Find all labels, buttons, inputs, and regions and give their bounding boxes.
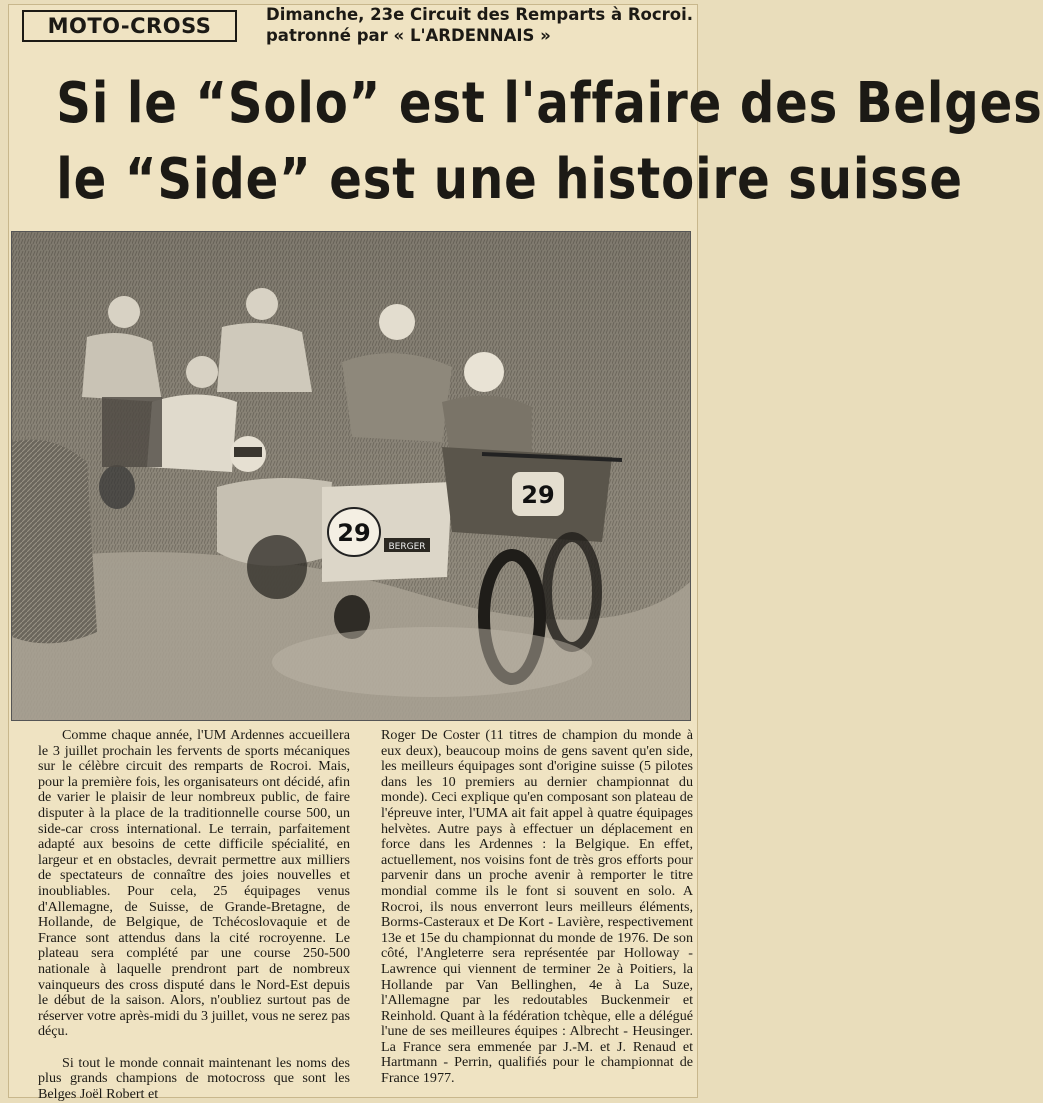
article-column-1 bbox=[38, 728, 350, 1103]
kicker bbox=[266, 4, 696, 46]
headline-line-1: Si le “Solo” est l'affaire des Belges bbox=[56, 71, 1043, 136]
headline-line-2: le “Side” est une histoire suisse bbox=[56, 147, 963, 212]
kicker-line-2: patronné par « L'ARDENNAIS » bbox=[266, 26, 551, 45]
sidecar-number-label: 29 bbox=[337, 519, 371, 547]
kicker-line-1: Dimanche, 23e Circuit des Remparts à Rocroi. bbox=[266, 5, 694, 24]
paragraph: Roger De Coster (11 titres de champion du monde à eux deux), beaucoup moins de gens savent qu'en side, les meilleurs équipages sont d'origine suisse (5 pilotes dans les 10 premiers au dernier championnat du monde). Ceci explique qu'en composant son plateau de l'épreuve inter, l'UMA ait fait appel à quatre équipages helvètes. Autre pays à effectuer un déplacement en force dans les Ardennes : la Belgique. En effet, actuellement, nos voisins font de très gros efforts pour parvenir dans un proche avenir à remporter le titre mondial comme ils le font si souvent en solo. A Rocroi, ils nous enverront leurs meilleurs éléments, Borms-Casteraux et De Kort - Lavière, respectivement 13e et 15e du championnat du monde de 1976. De son côté, l'Angleterre sera représentée par Holloway - Lawrence qui viennent de terminer 2e à Poitiers, la Hollande par Van Bellinghen, 4e à La Suze, l'Allemagne par les redoutables Buckenmeir et Reinhold. Quant à la fédération tchèque, elle a délégué l'une de ses meilleures équipes : Albrecht - Heusinger. La France sera emmenée par J.-M. et J. Renaud et Hartmann - Perrin, qualifiés pour le championnat de France 1977. bbox=[381, 727, 693, 1087]
paragraph: Comme chaque année, l'UM Ardennes accueillera le 3 juillet prochain les fervents de sports mécaniques sur le célèbre circuit des remparts de Rocroi. Mais, pour la première fois, les organisateurs ont décidé, afin de varier le plaisir de leur nombreux public, de faire disputer à la place de la traditionnelle course 500, un side-car cross international. Le terrain, parfaitement adapté aux besoins de cette difficile spécialité, en largeur et en obstacles, devrait permettre aux milliers de spectateurs de connaître des joies nouvelles et inoubliables. Pour cela, 25 équipages venus d'Allemagne, de Suisse, de Grande-Bretagne, de Hollande, de Belgique, de Tchécoslovaquie et de France sont attendus dans la cité rocroyenne. Le plateau sera complété par une course 250-500 nationale à laquelle prendront part de nombreux vainqueurs des cross disputé dans le Nord-Est depuis le début de la saison. Alors, n'oubliez surtout pas de réserver votre après-midi du 3 juillet, vous ne serez pas déçu. bbox=[38, 727, 350, 1040]
paragraph: Si tout le monde connait maintenant les noms des plus grands champions de motocross que sont les Belges Joël Robert et bbox=[38, 1054, 350, 1103]
section-label: MOTO-CROSS bbox=[22, 10, 237, 42]
bike-number-label: 29 bbox=[521, 481, 555, 509]
sidecar-race-photo bbox=[11, 231, 691, 721]
sponsor-label: BERGER bbox=[388, 542, 426, 552]
article-column-2 bbox=[381, 728, 693, 1087]
